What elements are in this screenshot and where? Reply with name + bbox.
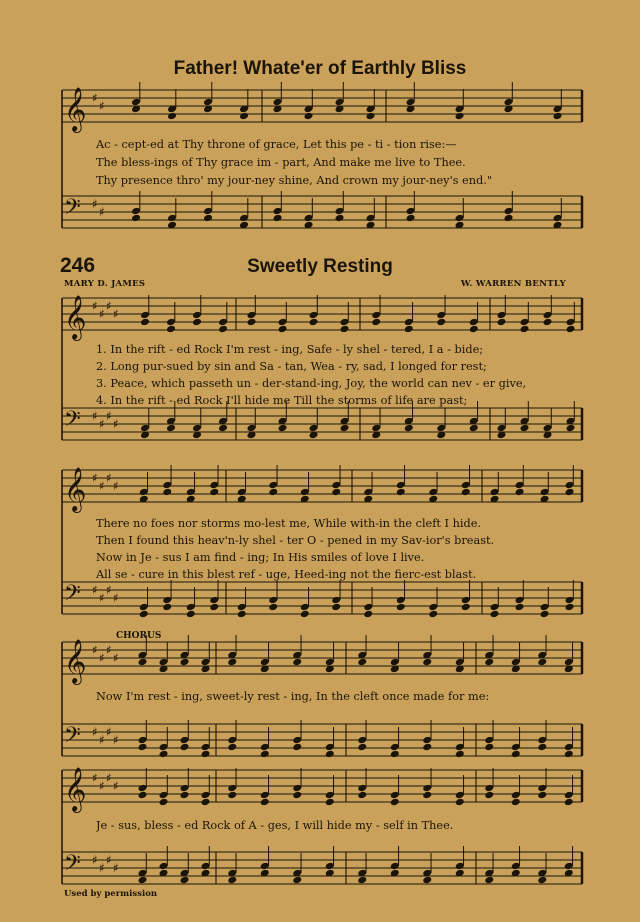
bass-clef-icon: 𝄢 [64, 195, 81, 225]
sharp-icon: ♯ [106, 771, 112, 785]
note-head [300, 610, 310, 619]
note-head [515, 488, 525, 497]
verse-4-line-1: 4. In the rift - ed Rock I'll hide me Till the storms of life are past; [96, 394, 468, 407]
treble-clef-icon: 𝄞 [64, 767, 87, 811]
note-head [469, 424, 479, 433]
top-hymn-lyric-3: Thy presence thro' my jour-ney shine, And crown my jour-ney's end." [96, 174, 493, 187]
note-head [159, 750, 169, 759]
note-head [537, 876, 547, 885]
sharp-icon: ♯ [106, 725, 112, 739]
note-head [396, 603, 406, 612]
note-head [543, 318, 553, 327]
sharp-icon: ♯ [99, 99, 105, 113]
note-head [404, 424, 414, 433]
note-head [511, 750, 521, 759]
note-head [340, 424, 350, 433]
note-head [428, 610, 438, 619]
note-head [422, 791, 432, 800]
note-head [227, 658, 237, 667]
chorus-lyric-2: Je - sus, bless - ed Rock of A - ges, I will hide my - self in Thee. [96, 819, 454, 832]
note-head [292, 876, 302, 885]
treble-clef-icon: 𝄞 [64, 467, 87, 511]
sharp-icon: ♯ [106, 409, 112, 423]
sharp-icon: ♯ [99, 779, 105, 793]
treble-clef-icon: 𝄞 [64, 295, 87, 339]
sharp-icon: ♯ [106, 583, 112, 597]
note-head [520, 424, 530, 433]
note-head [138, 876, 148, 885]
note-head [192, 318, 202, 327]
note-head [162, 488, 172, 497]
note-head [131, 214, 141, 223]
note-head [390, 798, 400, 807]
note-head [203, 214, 213, 223]
note-head [167, 112, 177, 121]
note-head [564, 750, 574, 759]
note-head [209, 603, 219, 612]
hymn-number: 246 [60, 254, 96, 277]
note-head [268, 603, 278, 612]
treble-clef-icon: 𝄞 [64, 639, 87, 683]
note-head [515, 603, 525, 612]
sharp-icon: ♯ [113, 417, 119, 431]
note-head [138, 743, 148, 752]
note-head [335, 214, 345, 223]
note-head [565, 488, 575, 497]
note-head [484, 791, 494, 800]
note-head [180, 791, 190, 800]
chorus-lyric-1: Now I'm rest - ing, sweet-ly rest - ing, In the cleft once made for me: [96, 690, 490, 703]
note-head [292, 658, 302, 667]
sharp-icon: ♯ [99, 861, 105, 875]
note-head [366, 112, 376, 121]
top-hymn-lyric-2: The bless-ings of Thy grace im - part, And make me live to Thee. [96, 156, 466, 169]
note-head [484, 658, 494, 667]
note-head [292, 743, 302, 752]
sharp-icon: ♯ [113, 733, 119, 747]
note-head [138, 791, 148, 800]
note-head [566, 325, 576, 334]
note-head [422, 743, 432, 752]
note-head [537, 658, 547, 667]
note-head [371, 318, 381, 327]
note-head [553, 112, 563, 121]
note-head [260, 750, 270, 759]
note-head [186, 610, 196, 619]
author-credit: MARY D. JAMES [64, 279, 146, 289]
sharp-icon: ♯ [113, 779, 119, 793]
note-head [247, 318, 257, 327]
note-head [455, 798, 465, 807]
note-head [278, 325, 288, 334]
verse-4-line-2: All se - cure in this blest ref - uge, Heed-ing not the fierc-est blast. [96, 568, 477, 581]
note-head [406, 214, 416, 223]
note-head [166, 424, 176, 433]
note-head [357, 876, 367, 885]
note-head [140, 318, 150, 327]
note-head [180, 876, 190, 885]
note-head [159, 798, 169, 807]
note-head [357, 791, 367, 800]
note-head [537, 791, 547, 800]
sharp-icon: ♯ [92, 197, 98, 211]
note-head [565, 603, 575, 612]
sharp-icon: ♯ [99, 307, 105, 321]
note-head [390, 750, 400, 759]
note-head [304, 112, 314, 121]
note-head [325, 798, 335, 807]
note-head [340, 325, 350, 334]
bass-clef-icon: 𝄢 [64, 851, 81, 881]
note-head [201, 798, 211, 807]
verse-2-line-2: Then I found this heav'n-ly shel - ter O - pened in my Sav-ior's breast. [96, 534, 495, 547]
note-head [404, 325, 414, 334]
verse-3-line-1: 3. Peace, which passeth un - der-stand-ing, Joy, the world can nev - er give, [96, 377, 527, 390]
note-head [227, 791, 237, 800]
bass-clef-icon: 𝄢 [64, 407, 81, 437]
sharp-icon: ♯ [92, 471, 98, 485]
sharp-icon: ♯ [106, 643, 112, 657]
verse-3-line-2: Now in Je - sus I am find - ing; In His smiles of love I live. [96, 551, 425, 564]
sharp-icon: ♯ [92, 299, 98, 313]
sharp-icon: ♯ [106, 853, 112, 867]
note-head [484, 743, 494, 752]
note-head [138, 658, 148, 667]
note-head [564, 798, 574, 807]
note-head [239, 112, 249, 121]
note-head [422, 876, 432, 885]
note-head [357, 658, 367, 667]
note-head [396, 488, 406, 497]
note-head [461, 488, 471, 497]
sharp-icon: ♯ [92, 409, 98, 423]
sharp-icon: ♯ [99, 205, 105, 219]
verse-1-line-1: 1. In the rift - ed Rock I'm rest - ing, Safe - ly shel - tered, I a - bide; [96, 343, 484, 356]
note-head [162, 603, 172, 612]
sharp-icon: ♯ [92, 853, 98, 867]
note-head [166, 325, 176, 334]
note-head [209, 488, 219, 497]
top-hymn-title: Father! Whate'er of Earthly Bliss [173, 58, 467, 79]
note-head [436, 318, 446, 327]
note-head [490, 610, 500, 619]
note-head [537, 743, 547, 752]
sharp-icon: ♯ [92, 91, 98, 105]
note-head [422, 658, 432, 667]
sharp-icon: ♯ [113, 861, 119, 875]
note-head [455, 750, 465, 759]
top-hymn-lyric-1: Ac - cept-ed at Thy throne of grace, Let this pe - ti - tion rise:— [96, 138, 457, 151]
note-head [180, 743, 190, 752]
bass-clef-icon: 𝄢 [64, 581, 81, 611]
note-head [201, 750, 211, 759]
sharp-icon: ♯ [113, 479, 119, 493]
note-head [455, 112, 465, 121]
note-head [461, 603, 471, 612]
note-head [278, 424, 288, 433]
sharp-icon: ♯ [99, 417, 105, 431]
treble-clef-icon: 𝄞 [64, 87, 87, 131]
note-head [292, 791, 302, 800]
note-head [218, 424, 228, 433]
note-head [511, 798, 521, 807]
note-head [331, 488, 341, 497]
sharp-icon: ♯ [99, 733, 105, 747]
note-head [325, 750, 335, 759]
note-head [363, 610, 373, 619]
sharp-icon: ♯ [113, 591, 119, 605]
composer-credit: W. WARREN BENTLY [460, 279, 566, 289]
verse-2-line-1: 2. Long pur-sued by sin and Sa - tan, Wea - ry, sad, I longed for rest; [96, 360, 487, 373]
sharp-icon: ♯ [92, 583, 98, 597]
sharp-icon: ♯ [106, 471, 112, 485]
note-head [139, 610, 149, 619]
note-head [260, 798, 270, 807]
note-head [484, 876, 494, 885]
note-head [180, 658, 190, 667]
note-head [469, 325, 479, 334]
note-head [497, 318, 507, 327]
chorus-label: CHORUS [116, 631, 162, 641]
sharp-icon: ♯ [92, 643, 98, 657]
sharp-icon: ♯ [99, 479, 105, 493]
note-head [540, 610, 550, 619]
note-head [227, 743, 237, 752]
note-head [520, 325, 530, 334]
note-head [227, 876, 237, 885]
hymn-title: Sweetly Resting [247, 256, 393, 277]
verse-1-line-2: There no foes nor storms mo-lest me, While with-in the cleft I hide. [96, 517, 482, 530]
sharp-icon: ♯ [113, 651, 119, 665]
permission-credit: Used by permission [64, 889, 158, 899]
note-head [268, 488, 278, 497]
note-head [504, 214, 514, 223]
sharp-icon: ♯ [92, 725, 98, 739]
sharp-icon: ♯ [106, 299, 112, 313]
note-head [566, 424, 576, 433]
note-head [237, 610, 247, 619]
note-head [357, 743, 367, 752]
sharp-icon: ♯ [99, 591, 105, 605]
note-head [218, 325, 228, 334]
sharp-icon: ♯ [92, 771, 98, 785]
sharp-icon: ♯ [113, 307, 119, 321]
bass-clef-icon: 𝄢 [64, 723, 81, 753]
note-head [331, 603, 341, 612]
sharp-icon: ♯ [99, 651, 105, 665]
note-head [309, 318, 319, 327]
note-head [273, 214, 283, 223]
